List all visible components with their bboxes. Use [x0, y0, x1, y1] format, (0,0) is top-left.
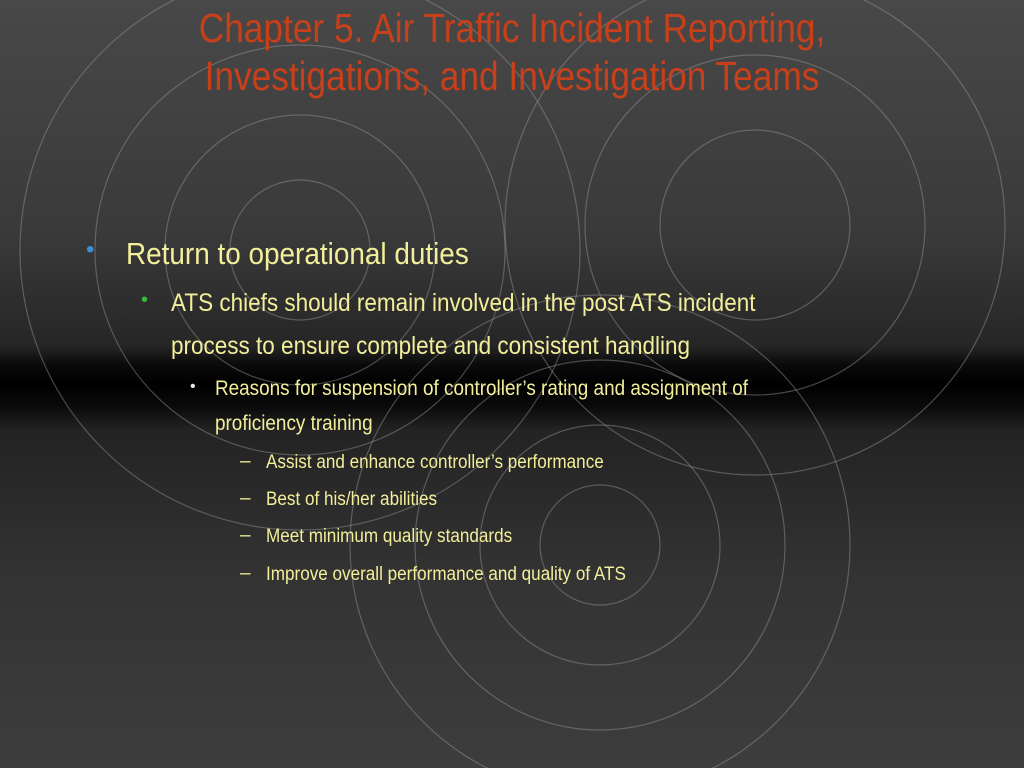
bullet-level-2-marker: •: [141, 289, 149, 311]
slide-title-line-1: Chapter 5. Air Traffic Incident Reporting,: [198, 5, 826, 51]
bullet-level-4-item: Meet minimum quality standards: [266, 526, 513, 547]
bullet-level-4-marker: –: [240, 451, 251, 472]
bullet-level-4-item: Best of his/her abilities: [266, 489, 438, 510]
bullet-level-3-marker: •: [190, 378, 196, 395]
bullet-level-4-marker: –: [240, 488, 251, 509]
bullet-level-2-text-line-1: ATS chiefs should remain involved in the post ATS incident: [171, 289, 756, 317]
bullet-level-2-text-line-2: process to ensure complete and consistent handling: [171, 332, 691, 360]
bullet-level-1-text: Return to operational duties: [126, 236, 469, 271]
bullet-level-3-text-line-1: Reasons for suspension of controller’s rating and assignment of: [215, 377, 749, 400]
slide-title-line-2: Investigations, and Investigation Teams: [204, 53, 820, 99]
bullet-level-1-marker: •: [86, 236, 95, 263]
bullet-level-4-item: Assist and enhance controller’s performance: [266, 452, 604, 473]
bullet-level-4-item: Improve overall performance and quality of ATS: [266, 564, 626, 585]
bullet-level-3-text-line-2: proficiency training: [215, 412, 373, 435]
bullet-level-4-marker: –: [240, 563, 251, 584]
bullet-level-4-marker: –: [240, 525, 251, 546]
